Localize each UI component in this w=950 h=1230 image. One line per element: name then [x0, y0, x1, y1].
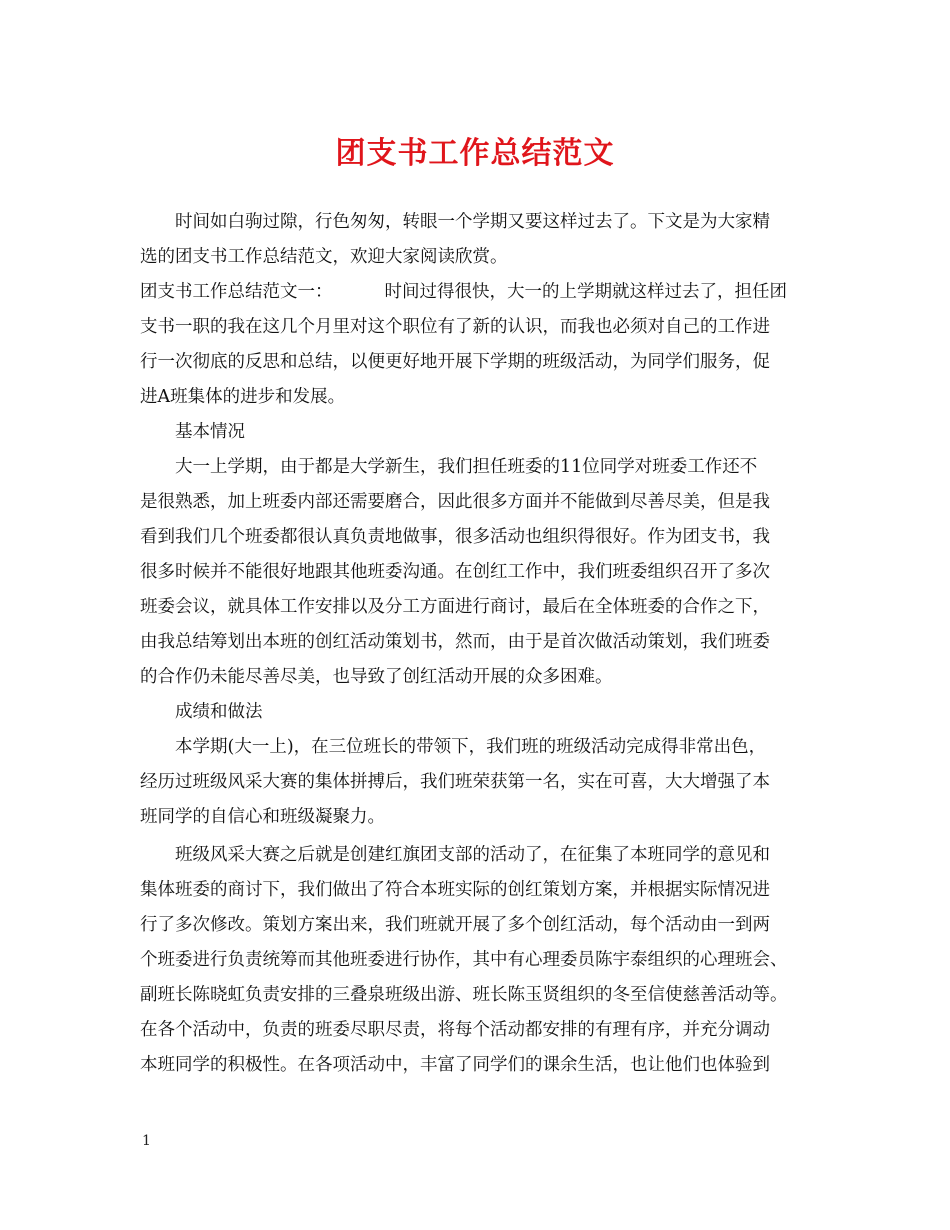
- text-line: [140, 625, 812, 660]
- text-line: [140, 873, 812, 908]
- text-line-content: 是很熟悉，加上班委内部还需要磨合，因此很多方面并不能做到尽善尽美，但是我: [140, 492, 770, 512]
- text-line: [140, 1013, 812, 1048]
- text-line: [140, 450, 812, 485]
- text-line-content: 大一上学期，由于都是大学新生，我们担任班委的11位同学对班委工作还不: [175, 457, 758, 477]
- text-line-content: 个班委进行负责统筹而其他班委进行协作，其中有心理委员陈宇泰组织的心理班会、: [140, 950, 788, 970]
- text-line-content: 在各个活动中，负责的班委尽职尽责，将每个活动都安排的有理有序，并充分调动: [140, 1020, 770, 1040]
- text-line: [140, 660, 812, 695]
- text-line: [140, 978, 812, 1013]
- text-line-content: 成绩和做法: [175, 702, 263, 722]
- text-line-content: 支书一职的我在这几个月里对这个职位有了新的认识，而我也必须对自己的工作进: [140, 317, 770, 337]
- text-line: [140, 310, 812, 345]
- text-line-content: 班级风采大赛之后就是创建红旗团支部的活动了，在征集了本班同学的意见和: [175, 845, 770, 865]
- text-line: [140, 765, 812, 800]
- text-line-continuation: 时间过得很快，大一的上学期就这样过去了，担任团: [384, 282, 787, 302]
- text-line-content: 很多时候并不能很好地跟其他班委沟通。在创红工作中，我们班委组织召开了多次: [140, 562, 770, 582]
- text-line-content: 行一次彻底的反思和总结，以便更好地开展下学期的班级活动，为同学们服务，促: [140, 352, 770, 372]
- page-number: 1: [142, 1133, 151, 1149]
- text-line: [140, 415, 812, 450]
- text-line: [140, 1048, 812, 1083]
- text-line-content: 本学期(大一上)，在三位班长的带领下，我们班的班级活动完成得非常出色，: [175, 737, 767, 757]
- text-line-content: 基本情况: [175, 422, 245, 442]
- text-line-content: 看到我们几个班委都很认真负责地做事，很多活动也组织得很好。作为团支书，我: [140, 527, 770, 547]
- document-body: [140, 205, 812, 1083]
- text-line: [140, 345, 812, 380]
- text-line: [140, 555, 812, 590]
- text-line-content: 集体班委的商讨下，我们做出了符合本班实际的创红策划方案，并根据实际情况进: [140, 880, 770, 900]
- text-line-content: 时间如白驹过隙，行色匆匆，转眼一个学期又要这样过去了。下文是为大家精: [175, 212, 770, 232]
- text-line-content: 团支书工作总结范文一：: [140, 282, 333, 302]
- text-line-content: 选的团支书工作总结范文，欢迎大家阅读欣赏。: [140, 247, 508, 267]
- text-line: [140, 908, 812, 943]
- text-line-content: 班同学的自信心和班级凝聚力。: [140, 807, 385, 827]
- text-line-content: 副班长陈晓虹负责安排的三叠泉班级出游、班长陈玉贤组织的冬至信使慈善活动等。: [140, 985, 788, 1005]
- text-line: [140, 380, 812, 415]
- text-line: [140, 590, 812, 625]
- text-line-content: 班委会议，就具体工作安排以及分工方面进行商讨，最后在全体班委的合作之下，: [140, 597, 770, 617]
- text-line-content: 进A班集体的进步和发展。: [140, 387, 346, 407]
- text-line: [140, 730, 812, 765]
- page-title: 团支书工作总结范文: [335, 136, 615, 171]
- text-line-content: 行了多次修改。策划方案出来，我们班就开展了多个创红活动，每个活动由一到两: [140, 915, 770, 935]
- text-line: [140, 943, 812, 978]
- text-line: [140, 275, 812, 310]
- text-line-content: 本班同学的积极性。在各项活动中，丰富了同学们的课余生活，也让他们也体验到: [140, 1055, 770, 1075]
- text-line-content: 的合作仍未能尽善尽美，也导致了创红活动开展的众多困难。: [140, 667, 613, 687]
- text-line: [140, 520, 812, 555]
- text-line: [140, 800, 812, 835]
- text-line: [140, 695, 812, 730]
- text-line: [140, 838, 812, 873]
- text-line: [140, 485, 812, 520]
- text-line: [140, 240, 812, 275]
- text-line-content: 由我总结筹划出本班的创红活动策划书，然而，由于是首次做活动策划，我们班委: [140, 632, 770, 652]
- text-line-content: 经历过班级风采大赛的集体拼搏后，我们班荣获第一名，实在可喜，大大增强了本: [140, 772, 770, 792]
- text-line: [140, 205, 812, 240]
